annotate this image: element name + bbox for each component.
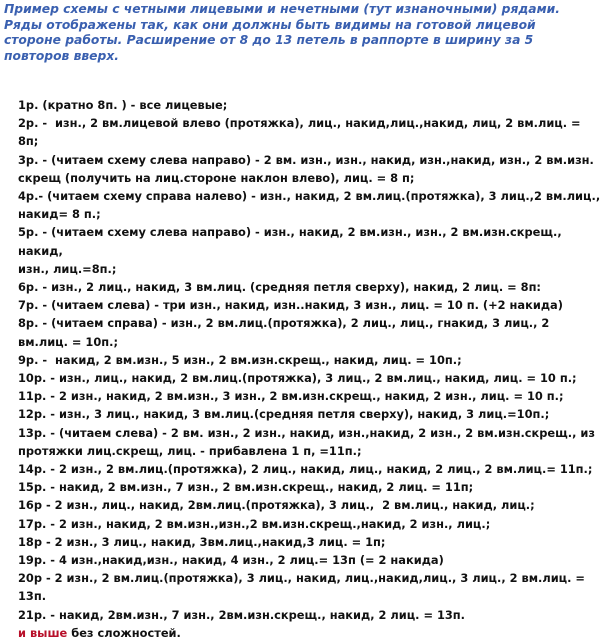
row-instruction: 1р. (кратно 8п. ) - все лицевые; <box>18 98 228 112</box>
row-instruction: 2р. - изн., 2 вм.лицевой влево (протяжка), лиц., накид,лиц.,накид, лиц, 2 вм.лиц. = 8п; <box>18 116 585 149</box>
row-instructions <box>18 96 602 642</box>
row-instruction: 21р. - накид, 2вм.изн., 7 изн., 2вм.изн.скрещ., накид, 2 лиц. = 13п. <box>18 607 466 622</box>
closing-line <box>18 624 602 642</box>
row-instruction: 19р. - 4 изн.,накид,изн., накид, 4 изн., 2 лиц.= 13п (= 2 накида) <box>18 553 444 568</box>
row-instruction: 15р. - накид, 2 вм.изн., 7 изн., 2 вм.изн.скрещ., накид, 2 лиц. = 11п; <box>18 480 474 495</box>
row-instruction: 20р - 2 изн., 2 вм.лиц.(протяжка), 3 лиц., накид, лиц.,накид,лиц., 3 лиц., 2 вм.лиц. = 13п. <box>18 571 589 604</box>
row-instruction: 17р. - 2 изн., накид, 2 вм.изн.,изн.,2 вм.изн.скрещ.,накид, 2 изн., лиц.; <box>18 516 491 531</box>
row-instruction: 11р. - 2 изн., накид, 2 вм.изн., 3 изн., 2 вм.изн.скрещ., накид, 2 изн., лиц. = 10 п.; <box>18 389 564 404</box>
closing-lead: и выше <box>18 625 68 640</box>
row-instruction: 16р - 2 изн., лиц., накид, 2вм.лиц.(протяжка), 3 лиц., 2 вм.лиц., накид, лиц.; <box>18 498 535 513</box>
row-instruction: 4р.- (читаем схему справа налево) - изн., накид, 2 вм.лиц.(протяжка), 3 лиц.,2 вм.лиц., накид= 8 п.; <box>18 189 601 222</box>
row-instruction: 18р - 2 изн., 3 лиц., накид, 3вм.лиц.,накид,3 лиц. = 1п; <box>18 534 386 549</box>
intro-paragraph: Пример схемы с четными лицевыми и нечетными (тут изнаночными) рядами. Ряды отображены так, как они должны быть видимы на готовой лицевой стороне работы. Расширение от 8 до 13 петель в раппорте в ширину за 5 повторов вверх. <box>4 2 560 63</box>
row-instruction: 8р. - (читаем справа) - изн., 2 вм.лиц.(протяжка), 2 лиц., лиц., гнакид, 3 лиц., 2 вм.лиц. = 10п.; <box>18 316 550 349</box>
closing-rest: без сложностей. <box>67 625 181 640</box>
row-instruction: 5р. - (читаем схему слева направо) - изн., накид, 2 вм.изн., изн., 2 вм.изн.скрещ., накид, изн., лиц.=8п.; <box>18 225 562 276</box>
row-instruction: 10р. - изн., лиц., накид, 2 вм.лиц.(протяжка), 3 лиц., 2 вм.лиц., накид, лиц. = 10 п.; <box>18 371 577 386</box>
row-instruction: 9р. - накид, 2 вм.изн., 5 изн., 2 вм.изн.скрещ., накид, лиц. = 10п.; <box>18 352 462 367</box>
row-instruction: 12р. - изн., 3 лиц., накид, 3 вм.лиц.(средняя петля сверху), накид, 3 лиц.=10п.; <box>18 407 550 422</box>
row-instruction: 13р. - (читаем слева) - 2 вм. изн., 2 изн., накид, изн.,накид, 2 изн., 2 вм.изн.скрещ., из протяжки лиц.скрещ, лиц. - прибавлена 1 п, =11п.; <box>18 425 595 458</box>
row-instruction: 3р. - (читаем схему слева направо) - 2 вм. изн., изн., накид, изн.,накид, изн., 2 вм.изн. скрещ (получить на лиц.стороне наклон влево), лиц. = 8 п; <box>18 152 594 185</box>
row-instruction: 14р. - 2 изн., 2 вм.лиц.(протяжка), 2 лиц., накид, лиц., накид, 2 лиц., 2 вм.лиц.= 11п.; <box>18 462 593 477</box>
row-instruction: 6р. - изн., 2 лиц., накид, 3 вм.лиц. (средняя петля сверху), накид, 2 лиц. = 8п: <box>18 280 541 295</box>
row-instruction: 7р. - (читаем слева) - три изн., накид, изн..накид, 3 изн., лиц. = 10 п. (+2 накида) <box>18 298 563 313</box>
